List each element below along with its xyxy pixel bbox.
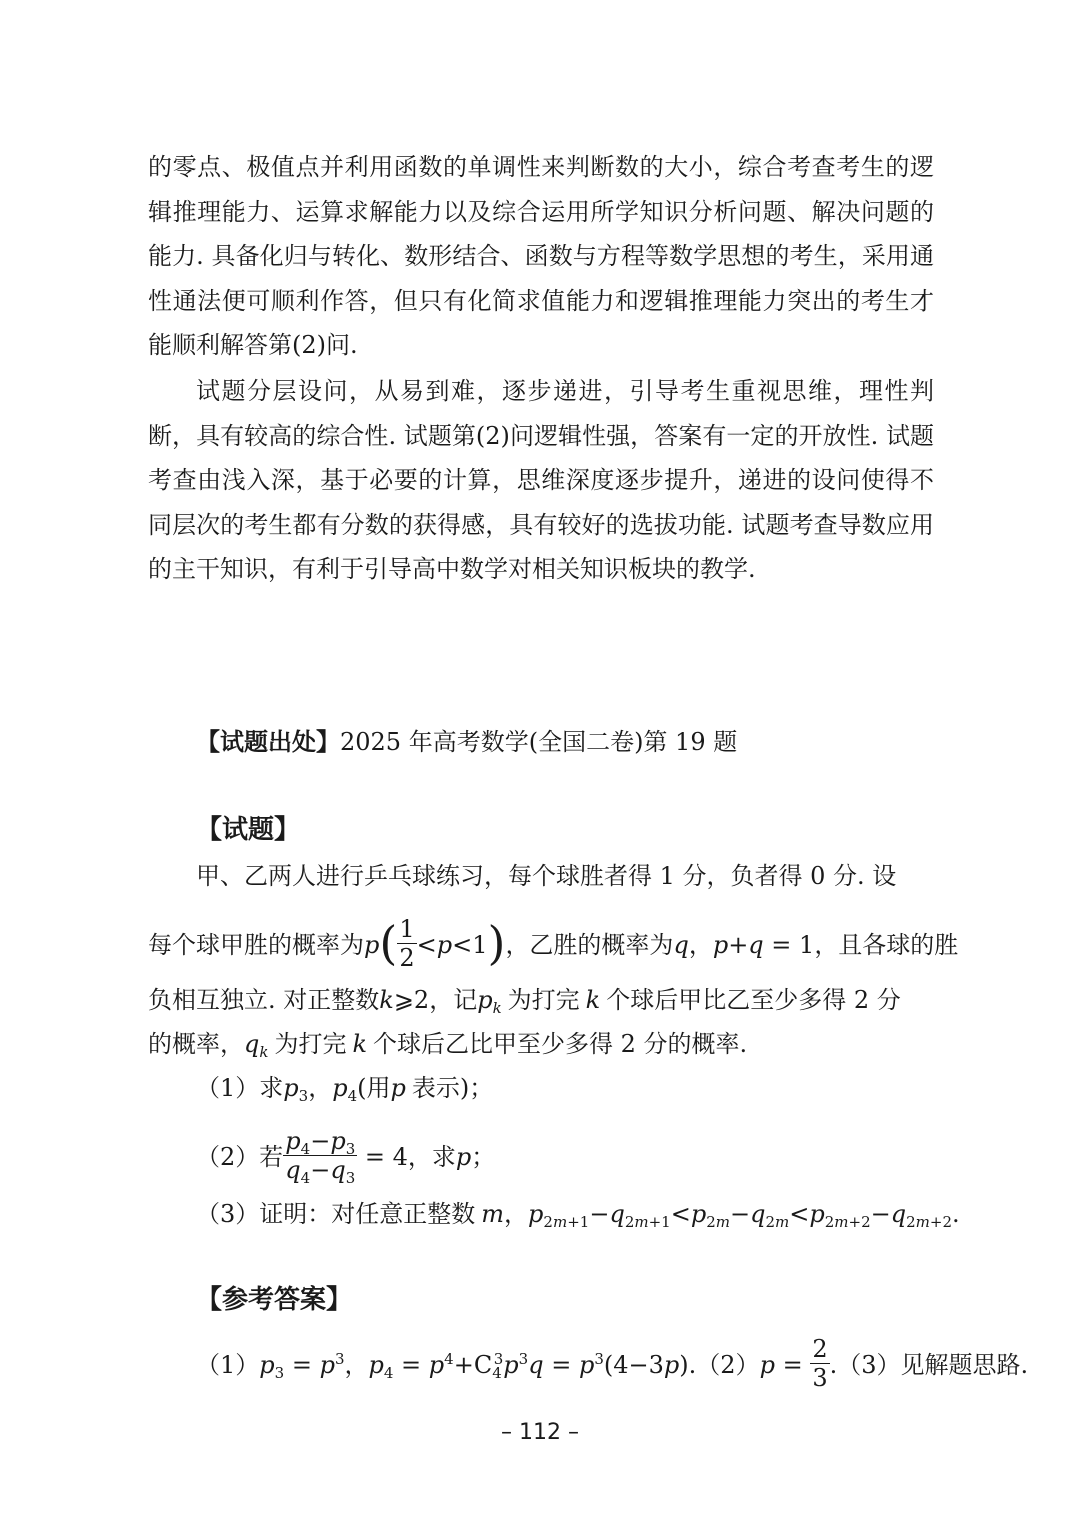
analysis-paragraph-1: 的零点、极值点并利用函数的单调性来判断数的大小，综合考查考生的逻辑推理能力、运算求解能力以及综合运用所学知识分析问题、解决问题的能力. 具备化归与转化、数形结合、函数与方程等数学思想的考生，采用通性通法便可顺利作答，但只有化简求值能力和逻辑推理能力突出的考生才能顺利解答第(2)问. (148, 153, 934, 359)
problem-line-4: 的概率，$q_k$ 为打完 k 个球后乙比甲至少多得 2 分的概率. (148, 1030, 748, 1061)
problem-text: （2）若 (196, 1143, 284, 1171)
problem-line-3: 负相互独立. 对正整数k⩾2，记$p_k$ 为打完 k 个球后甲比乙至少多得 2 分 (148, 986, 901, 1017)
answer-line: $(1)p_3 = p^3$，$p_4 = p^4+C_4^3p^3q = p^3(4-3p).(2)p$ = $\frac{2}{3}$ .（3）见解题思路. (196, 1335, 1029, 1392)
problem-text: 的概率， (148, 1030, 244, 1058)
answer-text: .（2） (688, 1351, 760, 1379)
question-3: （3）证明：对任意正整数 m，$p_{2m+1}-q_{2m+1}<p_{2m}-q_{2m}<p_{2m+2}-q_{2m+2}$. (196, 1200, 960, 1231)
answer-heading: 【参考答案】 (196, 1285, 353, 1315)
problem-line-1 (196, 856, 896, 896)
problem-heading: 【试题】 (196, 815, 301, 845)
problem-text: 甲、乙两人进行乒乓球练习，每个球胜者得 1 分，负者得 0 分. 设 (196, 862, 897, 890)
answer-text: （1） (196, 1351, 260, 1379)
page-number: – 112 – (501, 1420, 579, 1445)
problem-text: ，记 (429, 986, 478, 1014)
problem-text: (用 (357, 1074, 391, 1102)
problem-text: ，乙胜的概率为 (505, 931, 674, 959)
question-1: （1）求$p_3$，$p_4$(用p 表示)； (196, 1074, 494, 1105)
problem-text: 负相互独立. 对正整数 (148, 986, 380, 1014)
problem-text: 为打完 (274, 1030, 347, 1058)
problem-text: ，且各球的胜 (814, 931, 959, 959)
problem-text: （3）证明：对任意正整数 (196, 1200, 476, 1228)
question-2: （2）若 $\frac{p_4-p_3}{q_4-q_3}$ = 4，求p； (196, 1127, 496, 1187)
problem-text: 为打完 (507, 986, 580, 1014)
problem-source (196, 722, 737, 762)
fraction-one-half: $\frac{1}{2}$ (399, 915, 415, 972)
source-label: 【试题出处】 (196, 728, 340, 756)
problem-line-2: 每个球甲胜的概率为p( $\frac{1}{2}$ <p<1)，乙胜的概率为q，p+q = 1，且各球的胜 (148, 915, 959, 972)
problem-text: （1）求 (196, 1074, 284, 1102)
analysis-paragraph-2: 试题分层设问，从易到难，逐步递进，引导考生重视思维，理性判断，具有较高的综合性. 试题第(2)问逻辑性强，答案有一定的开放性. 试题考查由浅入深，基于必要的计算，思维深度逐步提升，递进的设问使得不同层次的考生都有分数的获得感，具有较好的选拔功能. 试题考查导数应用的主干知识，有利于引导高中数学对相关知识板块的教学. (148, 377, 934, 583)
problem-text: 表示)； (411, 1074, 494, 1102)
fraction-two-thirds: $\frac{2}{3}$ (812, 1335, 828, 1392)
problem-text: 个球后甲比乙至少多得 2 分 (606, 986, 901, 1014)
problem-text: 个球后乙比甲至少多得 2 分的概率. (373, 1030, 748, 1058)
answer-text: .（3）见解题思路. (829, 1351, 1029, 1379)
problem-text: ； (471, 1143, 496, 1171)
ratio-fraction: $\frac{p_4-p_3}{q_4-q_3}$ (285, 1127, 356, 1187)
problem-text: 每个球甲胜的概率为 (148, 931, 364, 959)
source-text: 2025 年高考数学(全国二卷)第 19 题 (340, 728, 738, 756)
problem-text: ，求 (407, 1143, 456, 1171)
